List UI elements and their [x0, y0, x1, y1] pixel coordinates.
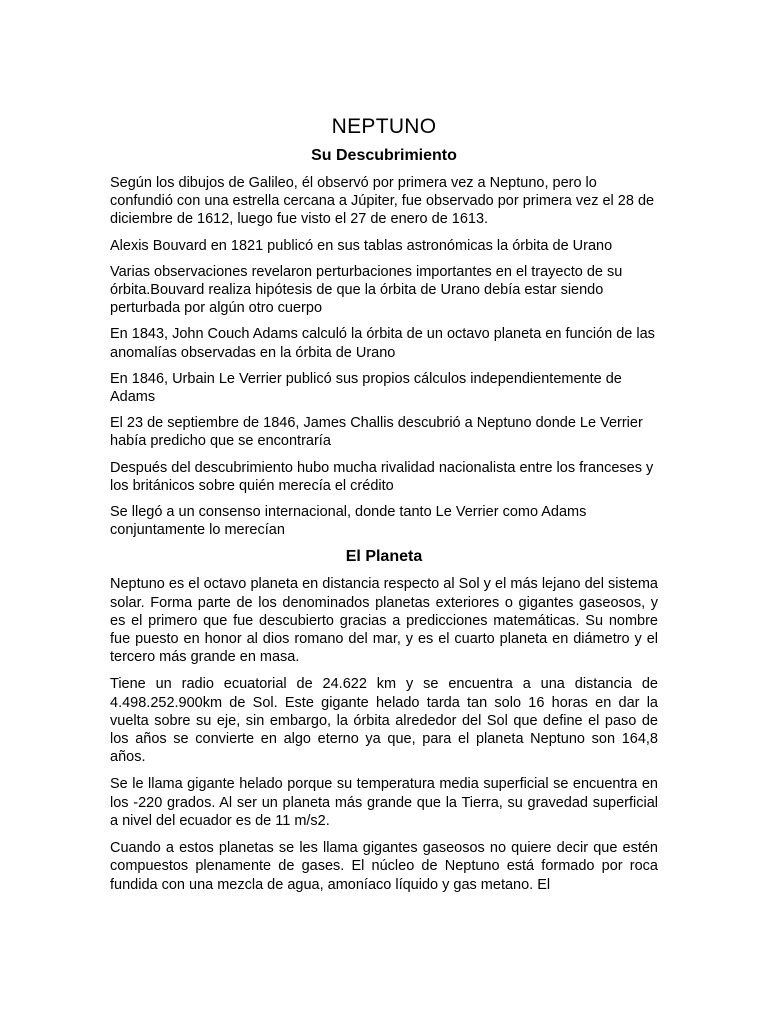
planet-section	[110, 575, 658, 893]
paragraph: En 1843, John Couch Adams calculó la órbita de un octavo planeta en función de las anomalías observadas en la órbita de Urano	[110, 326, 655, 361]
discovery-section	[110, 174, 658, 539]
document-title: NEPTUNO	[331, 115, 437, 138]
paragraph: El 23 de septiembre de 1846, James Challis descubrió a Neptuno donde Le Verrier había predicho que se encontraría	[110, 415, 643, 450]
document-page	[110, 116, 658, 894]
paragraph: Se le llama gigante helado porque su temperatura media superficial se encuentra en los -220 grados. Al ser un planeta más grande que la Tierra, su gravedad superficial a nivel del ecuador es de 11 m/s2.	[110, 776, 658, 829]
section-heading-discovery: Su Descubrimiento	[311, 147, 457, 164]
paragraph: Alexis Bouvard en 1821 publicó en sus tablas astronómicas la órbita de Urano	[110, 237, 613, 254]
paragraph: En 1846, Urbain Le Verrier publicó sus propios cálculos independientemente de Adams	[110, 370, 622, 406]
paragraph: Según los dibujos de Galileo, él observó por primera vez a Neptuno, pero lo confundió con una estrella cercana a Júpiter, fue observado por primera vez el 28 de diciembre de 1612, luego fue visto el 27 de enero de 1613.	[110, 175, 655, 228]
paragraph: Neptuno es el octavo planeta en distancia respecto al Sol y el más lejano del sistema solar. Forma parte de los denominados planetas exteriores o gigantes gaseosos, y es el primero que fue descubierto gracias a predicciones matemáticas. Su nombre fue puesto en honor al dios romano del mar, y es el cuarto planeta en diámetro y el tercero más grande en masa.	[110, 576, 658, 666]
paragraph: Varias observaciones revelaron perturbaciones importantes en el trayecto de su órbita.Bouvard realiza hipótesis de que la órbita de Urano debía estar siendo perturbada por algún otro cuerpo	[110, 263, 623, 317]
paragraph: Tiene un radio ecuatorial de 24.622 km y se encuentra a una distancia de 4.498.252.900km de Sol. Este gigante helado tarda tan solo 16 horas en dar la vuelta sobre su eje, sin embargo, la órbita alrededor del Sol que define el paso de los años se convierte en algo eterno ya que, para el planeta Neptuno son 164,8 años.	[110, 676, 658, 766]
paragraph: Después del descubrimiento hubo mucha rivalidad nacionalista entre los franceses y los británicos sobre quién merecía el crédito	[110, 459, 654, 494]
paragraph: Se llegó a un consenso internacional, donde tanto Le Verrier como Adams conjuntamente lo merecían	[110, 504, 587, 539]
paragraph: Cuando a estos planetas se les llama gigantes gaseosos no quiere decir que estén compuestos plenamente de gases. El núcleo de Neptuno está formado por roca fundida con una mezcla de agua, amoníaco líquido y gas metano. El	[110, 840, 658, 893]
section-heading-planet: El Planeta	[345, 548, 423, 566]
